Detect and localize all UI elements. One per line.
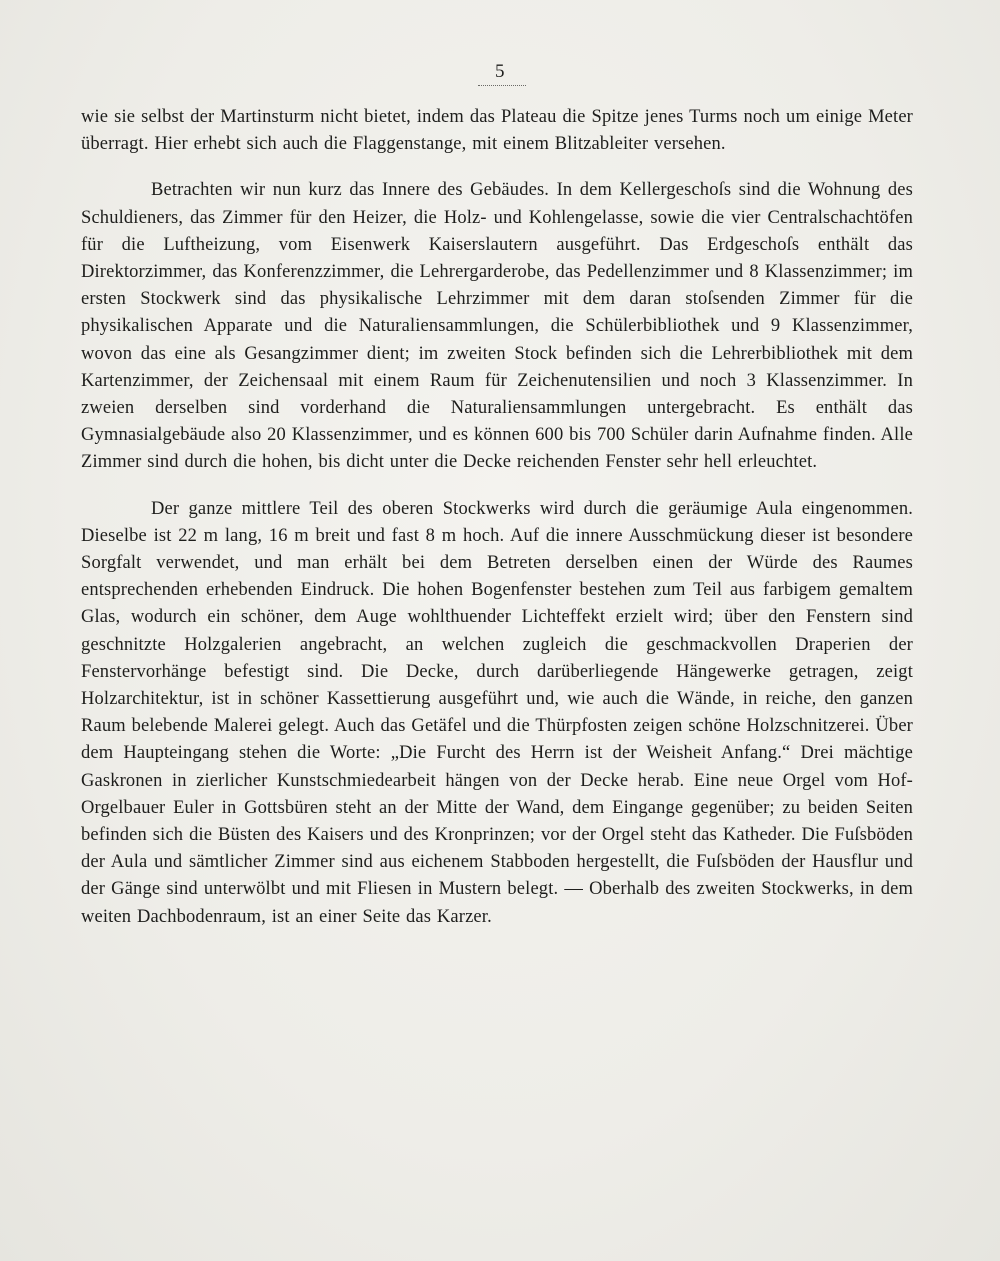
page-number: 5 [495, 61, 505, 82]
paragraph-building-interior: Betrachten wir nun kurz das Innere des Gebäudes. In dem Kellergeschoſs sind die Wohnung des Schuldieners, das Zimmer für den Heizer, die Holz- und Kohlengelasse, sowie die vier Centralschachtöfen für die Luftheizung, vom Eisenwerk Kaiserslautern ausgeführt. Das Erdgeschoſs enthält das Direktorzimmer, das Konferenzzimmer, die Lehrergarderobe, das Pedellenzimmer und 8 Klassenzimmer; im ersten Stockwerk sind das physikalische Lehrzimmer mit dem daran stoſsenden Zimmer für die physikalischen Apparate und die Naturaliensammlungen, die Schülerbibliothek und 9 Klassenzimmer, wovon das eine als Gesangzimmer dient; im zweiten Stock befinden sich die Lehrerbibliothek mit dem Kartenzimmer, der Zeichensaal mit einem Raum für Zeichenutensilien und noch 3 Klassenzimmer. In zweien derselben sind vorderhand die Naturaliensammlungen untergebracht. Es enthält das Gymnasialgebäude also 20 Klassenzimmer, und es können 600 bis 700 Schüler darin Aufnahme finden. Alle Zimmer sind durch die hohen, bis dicht unter die Decke reichenden Fenster sehr hell erleuchtet. [81, 180, 913, 473]
page-number-rule [478, 85, 526, 86]
body-text [81, 104, 913, 931]
paragraph-continuation: wie sie selbst der Martinsturm nicht bietet, indem das Plateau die Spitze jenes Turms noch um einige Meter überragt. Hier erhebt sich auch die Flaggenstange, mit einem Blitzableiter versehen. [81, 107, 913, 155]
paragraph-aula: Der ganze mittlere Teil des oberen Stockwerks wird durch die geräumige Aula eingenommen. Dieselbe ist 22 m lang, 16 m breit und fast 8 m hoch. Auf die innere Ausschmückung dieser ist besondere Sorgfalt verwendet, und man erhält bei dem Betreten derselben einen der Würde des Raumes entsprechenden erhebenden Eindruck. Die hohen Bogenfenster bestehen zum Teil aus farbigem gemaltem Glas, wodurch ein schöner, dem Auge wohlthuender Lichteffekt erzielt wird; über den Fenstern sind geschnitzte Holzgalerien angebracht, an welchen zugleich die geschmackvollen Draperien der Fenstervorhänge befestigt sind. Die Decke, durch darüberliegende Hängewerke getragen, zeigt Holzarchitektur, ist in schöner Kassettierung ausgeführt und, wie auch die Wände, in reiche, den ganzen Raum belebende Malerei gelegt. Auch das Getäfel und die Thürpfosten zeigen schöne Holzschnitzerei. Über dem Haupteingang stehen die Worte: „Die Furcht des Herrn ist der Weisheit Anfang.“ Drei mächtige Gaskronen in zierlicher Kunstschmiedearbeit hängen von der Decke herab. Eine neue Orgel vom Hof-Orgelbauer Euler in Gottsbüren steht an der Mitte der Wand, dem Eingange gegenüber; zu beiden Seiten befinden sich die Büsten des Kaisers und des Kronprinzen; vor der Orgel steht das Katheder. Die Fuſsböden der Aula und sämtlicher Zimmer sind aus eichenem Stabboden hergestellt, die Fuſsböden der Hausflur und der Gänge sind unterwölbt und mit Fliesen in Mustern belegt. — Oberhalb des zweiten Stockwerks, in dem weiten Dachbodenraum, ist an einer Seite das Karzer. [81, 498, 913, 927]
